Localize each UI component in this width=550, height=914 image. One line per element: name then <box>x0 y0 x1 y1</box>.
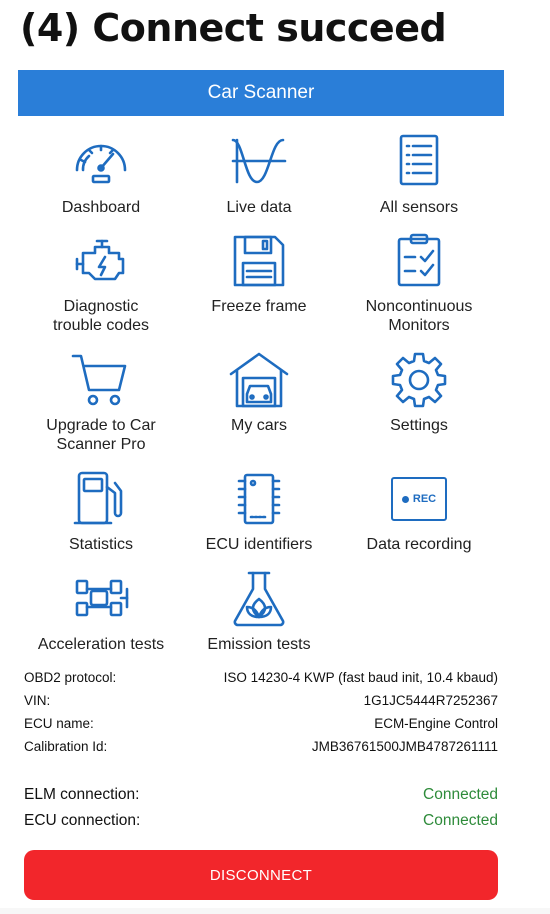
menu-label: Acceleration tests <box>37 636 165 653</box>
info-row-protocol <box>24 666 498 689</box>
menu-label: ECU identifiers <box>205 536 313 553</box>
menu-acceleration-tests[interactable] <box>18 567 184 654</box>
ecu-name-label: ECU name: <box>24 716 94 731</box>
connection-status <box>24 782 498 834</box>
menu-label: Live data <box>226 199 292 216</box>
disconnect-label: DISCONNECT <box>209 866 313 884</box>
info-row-calibration <box>24 735 498 758</box>
garage-icon <box>227 348 291 412</box>
menu-label: Freeze frame <box>211 298 307 315</box>
menu-label: Data recording <box>366 536 472 553</box>
menu-all-sensors[interactable] <box>336 130 502 217</box>
menu-label: Upgrade to Car Scanner Pro <box>46 417 156 453</box>
protocol-value: ISO 14230-4 KWP (fast baud init, 10.4 kbaud) <box>223 670 498 685</box>
ecu-label: ECU connection: <box>24 812 141 829</box>
ecu-status: Connected <box>423 812 498 829</box>
menu-data-recording[interactable] <box>336 467 502 554</box>
bottom-divider <box>0 908 550 914</box>
menu-my-cars[interactable] <box>176 348 342 435</box>
rec-badge: REC <box>412 493 437 505</box>
vehicle-info <box>24 666 498 758</box>
menu-label: My cars <box>231 417 287 434</box>
rec-icon <box>387 467 451 531</box>
waveform-icon <box>227 130 291 194</box>
menu-upgrade-pro[interactable] <box>18 348 184 454</box>
flask-leaf-icon <box>227 567 291 631</box>
page-caption: (4) Connect succeed <box>20 6 447 50</box>
menu-label: Noncontinuous Monitors <box>365 298 473 334</box>
elm-connection-row <box>24 782 498 808</box>
protocol-label: OBD2 protocol: <box>24 670 117 685</box>
elm-label: ELM connection: <box>24 786 140 803</box>
menu-live-data[interactable] <box>176 130 342 217</box>
engine-icon <box>69 229 133 293</box>
info-row-ecu-name <box>24 712 498 735</box>
menu-statistics[interactable] <box>18 467 184 554</box>
menu-label: All sensors <box>379 199 459 216</box>
menu-emission-tests[interactable] <box>176 567 342 654</box>
menu-label: Settings <box>390 417 448 434</box>
ecu-name-value: ECM-Engine Control <box>374 716 498 731</box>
menu-freeze-frame[interactable] <box>176 229 342 316</box>
menu-label: Emission tests <box>207 636 311 653</box>
menu-dashboard[interactable] <box>18 130 184 217</box>
vin-label: VIN: <box>24 693 51 708</box>
info-row-vin <box>24 689 498 712</box>
speedometer-icon <box>69 130 133 194</box>
menu-noncontinuous-monitors[interactable] <box>336 229 502 335</box>
floppy-disk-icon <box>227 229 291 293</box>
app-title: Car Scanner <box>207 82 315 103</box>
menu-label: Diagnostic trouble codes <box>52 298 150 334</box>
vin-value: 1G1JC5444R7252367 <box>363 693 498 708</box>
menu-label: Statistics <box>68 536 133 553</box>
calibration-label: Calibration Id: <box>24 739 108 754</box>
shopping-cart-icon <box>69 348 133 412</box>
menu-ecu-identifiers[interactable] <box>176 467 342 554</box>
list-icon <box>387 130 451 194</box>
ecu-connection-row <box>24 808 498 834</box>
menu-diagnostic-trouble-codes[interactable] <box>18 229 184 335</box>
race-car-icon <box>69 567 133 631</box>
clipboard-check-icon <box>387 229 451 293</box>
menu-settings[interactable] <box>336 348 502 435</box>
fuel-pump-icon <box>69 467 133 531</box>
disconnect-button[interactable] <box>24 850 498 900</box>
calibration-value: JMB36761500JMB4787261111 <box>311 739 498 754</box>
gear-icon <box>387 348 451 412</box>
chip-icon <box>227 467 291 531</box>
elm-status: Connected <box>423 786 498 803</box>
menu-label: Dashboard <box>61 199 141 216</box>
app-header <box>18 70 504 116</box>
